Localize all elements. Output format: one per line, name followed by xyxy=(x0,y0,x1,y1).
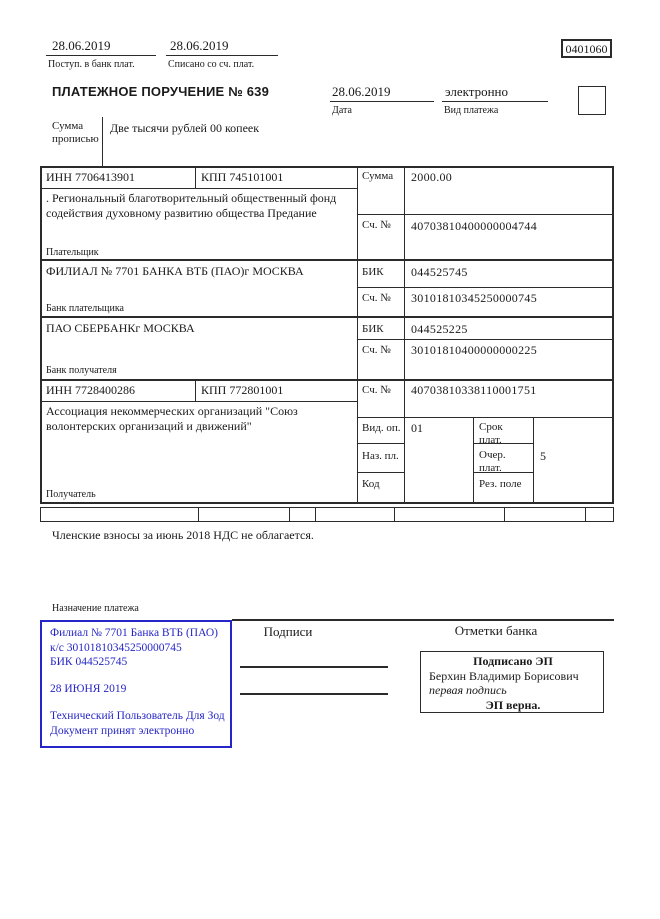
received-date-label: Поступ. в банк плат. xyxy=(48,59,135,70)
signatures-label: Подписи xyxy=(263,624,313,639)
divider xyxy=(46,55,156,56)
bank-note-line: 28 ИЮНЯ 2019 xyxy=(50,682,127,695)
grid-line xyxy=(357,214,614,215)
tax-field-cell xyxy=(289,508,316,521)
code-label: Код xyxy=(362,478,380,490)
amount-value: 2000.00 xyxy=(411,170,453,184)
grid-line xyxy=(404,166,405,503)
payer-bank-name: ФИЛИАЛ № 7701 БАНКА ВТБ (ПАО)г МОСКВА xyxy=(46,264,304,278)
stamp-valid-label: ЭП верна. xyxy=(485,697,541,712)
grid-line xyxy=(357,287,614,288)
payee-bank-label: Банк получателя xyxy=(46,365,117,376)
bank-electronic-note xyxy=(40,620,232,748)
divider xyxy=(166,55,278,56)
payee-account-label: Сч. № xyxy=(362,384,391,396)
payee-account: 40703810338110001751 xyxy=(411,383,537,397)
date-label: Дата xyxy=(332,105,352,116)
grid-line xyxy=(473,417,474,503)
grid-line xyxy=(40,316,614,318)
tax-field-cell xyxy=(585,508,613,521)
signature-line xyxy=(240,666,388,668)
priority-empty-box xyxy=(578,86,606,115)
amount-words-label: Сумма прописью xyxy=(52,120,99,145)
payee-bank-account-label: Сч. № xyxy=(362,344,391,356)
stamp-signer-name: Берхин Владимир Борисович xyxy=(429,668,579,683)
payer-bank-bik-label: БИК xyxy=(362,266,384,278)
grid-line xyxy=(357,166,358,503)
bank-note-line: Технический Пользователь Для Зод xyxy=(50,710,225,722)
payer-bank-account: 30101810345250000745 xyxy=(411,291,537,305)
bank-note-line: Филиал № 7701 Банка ВТБ (ПАО) xyxy=(50,627,218,639)
grid-line xyxy=(40,259,614,261)
received-date-value: 28.06.2019 xyxy=(52,38,111,53)
grid-line xyxy=(195,166,196,189)
grid-line xyxy=(357,417,614,418)
tax-fields-row xyxy=(40,507,614,522)
divider xyxy=(330,101,434,102)
payer-account-label: Сч. № xyxy=(362,219,391,231)
grid-line xyxy=(533,417,534,503)
tax-field-cell xyxy=(394,508,505,521)
grid-line xyxy=(195,379,196,402)
divider xyxy=(442,101,548,102)
payee-kpp: КПП 772801001 xyxy=(201,383,284,397)
op-type-value: 01 xyxy=(411,421,423,435)
payer-bank-account-label: Сч. № xyxy=(362,292,391,304)
date-value: 28.06.2019 xyxy=(332,84,391,99)
amount-words-value: Две тысячи рублей 00 копеек xyxy=(110,121,260,135)
payer-inn: ИНН 7706413901 xyxy=(46,170,135,184)
tax-field-cell xyxy=(315,508,395,521)
divider xyxy=(102,117,103,166)
payee-label: Получатель xyxy=(46,489,96,500)
table-border-left xyxy=(40,166,42,504)
debited-date-label: Списано со сч. плат. xyxy=(168,59,255,70)
bank-note-line: БИК 044525745 xyxy=(50,656,128,668)
payer-bank-label: Банк плательщика xyxy=(46,303,124,314)
table-border-bottom xyxy=(40,502,614,504)
payment-type-value: электронно xyxy=(445,84,509,99)
payer-label: Плательщик xyxy=(46,247,99,258)
reserve-field-label: Рез. поле xyxy=(479,478,522,490)
payer-kpp: КПП 745101001 xyxy=(201,170,284,184)
bank-note-line: Документ принят электронно xyxy=(50,724,195,737)
grid-line xyxy=(40,379,614,381)
purpose-code-label: Наз. пл. xyxy=(362,450,399,462)
signature-section-border xyxy=(232,619,614,621)
payee-inn: ИНН 7728400286 xyxy=(46,383,135,397)
table-border-right xyxy=(612,166,614,504)
signature-line xyxy=(240,693,388,695)
electronic-signature-stamp xyxy=(420,651,604,713)
priority-label: Очер. плат. xyxy=(479,449,506,474)
payer-name: . Региональный благотворительный общественный фонд содействия духовному развитию общества Предание xyxy=(46,191,337,220)
table-border-top xyxy=(40,166,614,168)
payer-account: 40703810400000004744 xyxy=(411,219,537,233)
amount-label: Сумма xyxy=(362,170,394,182)
priority-value: 5 xyxy=(540,449,546,463)
tax-field-cell xyxy=(41,508,199,521)
payee-name: Ассоциация некоммерческих организаций "Союз волонтерских организаций и движений" xyxy=(46,404,298,433)
payment-type-label: Вид платежа xyxy=(444,105,499,116)
grid-line xyxy=(357,339,614,340)
payee-bank-bik-label: БИК xyxy=(362,323,384,335)
payee-bank-name: ПАО СБЕРБАНКг МОСКВА xyxy=(46,321,195,335)
grid-line xyxy=(40,401,357,402)
payer-bank-bik: 044525745 xyxy=(411,265,468,279)
grid-line xyxy=(357,472,404,473)
payee-bank-account: 30101810400000000225 xyxy=(411,343,537,357)
document-title: ПЛАТЕЖНОЕ ПОРУЧЕНИЕ № 639 xyxy=(52,84,270,99)
payment-term-label: Срок плат. xyxy=(479,421,503,446)
form-code-box: 0401060 xyxy=(561,39,612,58)
debited-date-value: 28.06.2019 xyxy=(170,38,229,53)
payee-bank-bik: 044525225 xyxy=(411,322,468,336)
bank-marks-label: Отметки банка xyxy=(454,623,538,638)
grid-line xyxy=(357,443,404,444)
purpose-text: Членские взносы за июнь 2018 НДС не облагается. xyxy=(52,528,314,542)
purpose-label: Назначение платежа xyxy=(52,603,139,614)
tax-field-cell xyxy=(198,508,290,521)
bank-note-line: к/с 30101810345250000745 xyxy=(50,641,182,654)
tax-field-cell xyxy=(504,508,586,521)
stamp-signed-label: Подписано ЭП xyxy=(473,654,553,668)
stamp-signature-type: первая подпись xyxy=(429,683,507,697)
grid-line xyxy=(40,188,357,189)
op-type-label: Вид. оп. xyxy=(362,422,401,434)
